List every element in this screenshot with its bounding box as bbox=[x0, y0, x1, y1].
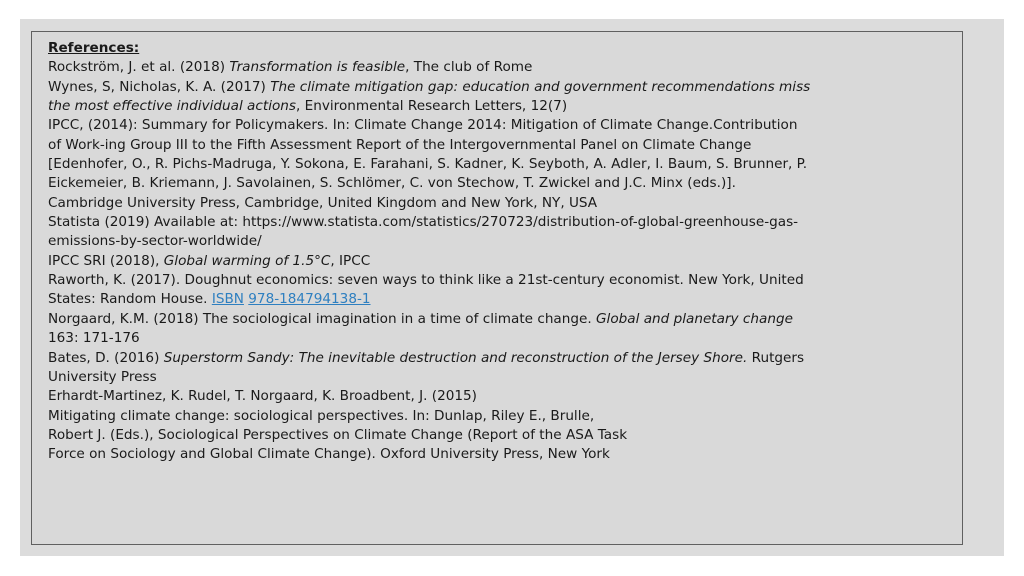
reference-wynes-line1: Wynes, S, Nicholas, K. A. (2017) The climate mitigation gap: education and government recommendations miss bbox=[48, 78, 811, 95]
references-text-box bbox=[31, 31, 963, 545]
isbn-number-link[interactable]: 978-184794138-1 bbox=[248, 291, 371, 308]
reference-erhardt-line2: Mitigating climate change: sociological perspectives. In: Dunlap, Riley E., Brulle, bbox=[48, 407, 595, 424]
reference-statista-line2: emissions-by-sector-worldwide/ bbox=[48, 233, 262, 250]
reference-raworth-line2: States: Random House. ISBN 978-184794138-1 bbox=[48, 291, 371, 308]
reference-wynes-line2: the most effective individual actions, Environmental Research Letters, 12(7) bbox=[48, 98, 568, 115]
reference-ipcc-2014-line2: of Work-ing Group III to the Fifth Assessment Report of the Intergovernmental Panel on Climate Change bbox=[48, 136, 752, 153]
reference-bates-line1: Bates, D. (2016) Superstorm Sandy: The inevitable destruction and reconstruction of the Jersey Shore. Rutgers bbox=[48, 349, 805, 366]
reference-ipcc-2014-line3: [Edenhofer, O., R. Pichs-Madruga, Y. Sokona, E. Farahani, S. Kadner, K. Seyboth, A. Adler, I. Baum, S. Brunner, P. bbox=[48, 156, 808, 173]
reference-rockstrom: Rockström, J. et al. (2018) Transformation is feasible, The club of Rome bbox=[48, 59, 533, 76]
reference-erhardt-line3: Robert J. (Eds.), Sociological Perspectives on Climate Change (Report of the ASA Task bbox=[48, 426, 628, 443]
reference-ipcc-2014-line1: IPCC, (2014): Summary for Policymakers. In: Climate Change 2014: Mitigation of Climate Change.Contribution bbox=[48, 117, 798, 134]
reference-norgaard-line2: 163: 171-176 bbox=[48, 330, 140, 347]
reference-ipcc-sri: IPCC SRI (2018), Global warming of 1.5°C, IPCC bbox=[48, 252, 371, 269]
reference-erhardt-line4: Force on Sociology and Global Climate Change). Oxford University Press, New York bbox=[48, 446, 610, 463]
reference-raworth-line1: Raworth, K. (2017). Doughnut economics: seven ways to think like a 21st-century economist. New York, United bbox=[48, 272, 804, 289]
reference-ipcc-2014-line4: Eickemeier, B. Kriemann, J. Savolainen, S. Schlömer, C. von Stechow, T. Zwickel and J.C. Minx (eds.)]. bbox=[48, 175, 736, 192]
reference-ipcc-2014-line5: Cambridge University Press, Cambridge, United Kingdom and New York, NY, USA bbox=[48, 194, 598, 211]
isbn-link[interactable]: ISBN bbox=[211, 291, 244, 308]
references-heading: References: bbox=[48, 40, 140, 56]
reference-erhardt-line1: Erhardt-Martinez, K. Rudel, T. Norgaard, K. Broadbent, J. (2015) bbox=[48, 388, 477, 405]
reference-statista-line1: Statista (2019) Available at: https://www.statista.com/statistics/270723/distribution-of-global-greenhouse-gas- bbox=[48, 214, 799, 231]
reference-bates-line2: University Press bbox=[48, 368, 157, 385]
reference-norgaard-line1: Norgaard, K.M. (2018) The sociological imagination in a time of climate change. Global and planetary change bbox=[48, 310, 793, 327]
